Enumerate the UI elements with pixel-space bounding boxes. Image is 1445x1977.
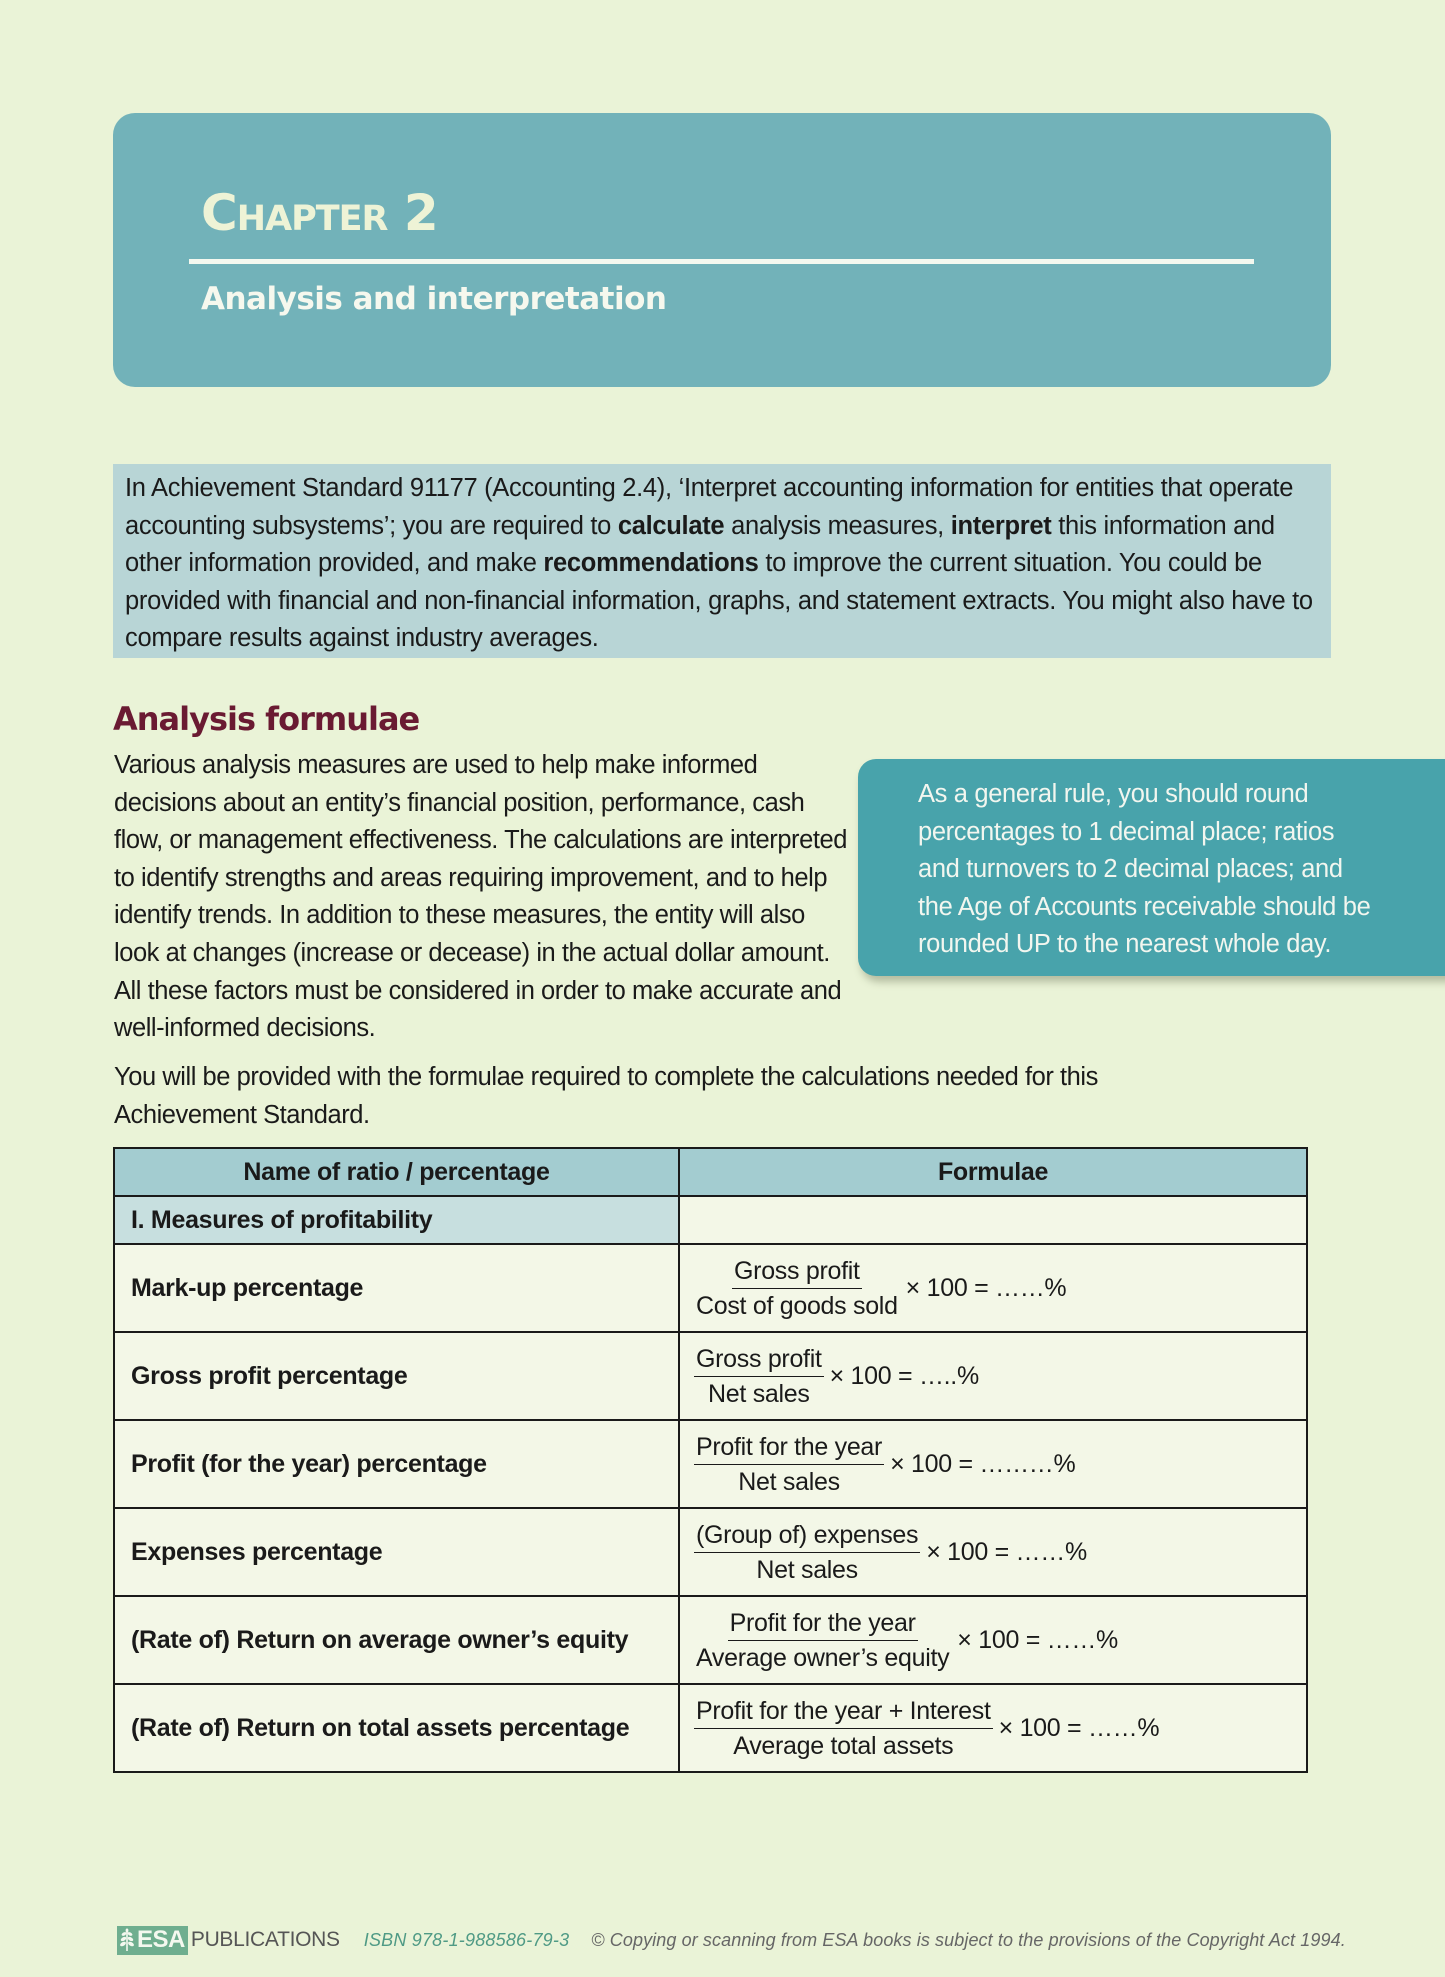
intro-keyword-interpret: interpret [950,511,1052,540]
ratio-name: (Rate of) Return on average owner’s equity [114,1596,679,1684]
formula-denominator: Net sales [756,1555,858,1584]
formula-numerator: Profit for the year [728,1606,918,1641]
formula-suffix: × 100 = ……% [926,1537,1087,1566]
rounding-tip-callout [858,759,1445,976]
plant-icon [119,1928,135,1952]
table-row [114,1332,1307,1420]
provided-line: Achievement Standard. [114,1100,370,1129]
table-row [114,1508,1307,1596]
formula-suffix: × 100 = …..% [829,1361,979,1390]
ratio-name: Expenses percentage [114,1508,679,1596]
provided-paragraph [114,1059,1098,1134]
ratio-name: Gross profit percentage [114,1332,679,1420]
intro-keyword-calculate: calculate [617,511,725,540]
section-empty-cell [679,1196,1307,1244]
body-line: Various analysis measures are used to help make informed [114,751,758,779]
section-heading: Analysis formulae [113,700,420,738]
ratio-formula [679,1420,1307,1508]
chapter-header [113,113,1331,387]
table-section-row [114,1196,1307,1244]
body-line: flow, or management effectiveness. The calculations are interpreted [114,826,847,855]
esa-logo [117,1926,188,1955]
page-footer [117,1925,1346,1955]
ratio-formula [679,1596,1307,1684]
column-header-formulae: Formulae [679,1148,1307,1196]
intro-text: this information and other information provided, and make [125,511,1275,578]
formula-suffix: × 100 = ……% [957,1625,1118,1654]
copyright-notice: © Copying or scanning from ESA books is subject to the provisions of the Copyright Act 1994. [591,1929,1346,1950]
body-paragraph [114,747,849,1048]
ratio-formula [679,1508,1307,1596]
formula-denominator: Cost of goods sold [696,1291,898,1320]
body-line: look at changes (increase or decease) in the actual dollar amount. [114,938,830,967]
formula-suffix: × 100 = ………% [890,1449,1076,1478]
intro-text: In Achievement Standard 91177 (Accounting 2.4), ‘Interpret accounting information for entities that operate accounting subsystems’; you are required to [125,474,1294,540]
table-row [114,1420,1307,1508]
formula-numerator: Profit for the year [694,1430,884,1465]
callout-line: the Age of Accounts receivable should be [918,892,1371,921]
callout-line: As a general rule, you should round [918,780,1309,808]
ratio-formula [679,1684,1307,1772]
section-label: I. Measures of profitability [114,1196,679,1244]
callout-line: rounded UP to the nearest whole day. [918,930,1332,959]
logo-text: ESA [137,1926,185,1953]
ratio-formula [679,1332,1307,1420]
ratio-formula [679,1244,1307,1332]
table-row [114,1596,1307,1684]
formula-numerator: Profit for the year + Interest [694,1694,993,1729]
ratio-name: (Rate of) Return on total assets percentage [114,1684,679,1772]
table-row [114,1684,1307,1772]
provided-line: You will be provided with the formulae required to complete the calculations needed for this [114,1063,1098,1091]
callout-line: and turnovers to 2 decimal places; and [918,855,1343,884]
body-line: All these factors must be considered in order to make accurate and [114,976,842,1005]
column-header-name: Name of ratio / percentage [114,1148,679,1196]
isbn: ISBN 978-1-988586-79-3 [363,1929,570,1950]
ratio-name: Mark-up percentage [114,1244,679,1332]
body-line: decisions about an entity’s financial position, performance, cash [114,788,805,817]
ratio-name: Profit (for the year) percentage [114,1420,679,1508]
formula-denominator: Net sales [708,1379,810,1408]
intro-keyword-recommendations: recommendations [543,549,759,578]
formula-denominator: Net sales [738,1467,840,1496]
chapter-title: Chapter 2 [201,184,438,242]
publisher-name: PUBLICATIONS [190,1928,340,1951]
body-line: well-informed decisions. [114,1014,376,1043]
formula-numerator: Gross profit [732,1254,862,1289]
chapter-divider [189,259,1254,264]
intro-text: analysis measures, [724,511,951,540]
formula-suffix: × 100 = ……% [998,1713,1160,1742]
formula-numerator: (Group of) expenses [694,1518,920,1553]
intro-text: to improve the current situation. You could be provided with financial and non-financial information, graphs, and statement extracts. You might also have to compare results against industry averages. [125,549,1313,653]
formula-numerator: Gross profit [694,1342,824,1377]
formula-suffix: × 100 = ……% [905,1273,1067,1302]
table-header-row [114,1148,1307,1196]
formula-denominator: Average owner’s equity [696,1643,950,1672]
table-row [114,1244,1307,1332]
body-line: to identify strengths and areas requiring improvement, and to help [114,863,828,892]
formulae-table [113,1147,1308,1773]
body-line: identify trends. In addition to these measures, the entity will also [114,901,805,930]
formula-denominator: Average total assets [733,1731,954,1760]
intro-box [113,464,1331,658]
chapter-subtitle: Analysis and interpretation [201,281,667,317]
callout-line: percentages to 1 decimal place; ratios [918,817,1335,846]
